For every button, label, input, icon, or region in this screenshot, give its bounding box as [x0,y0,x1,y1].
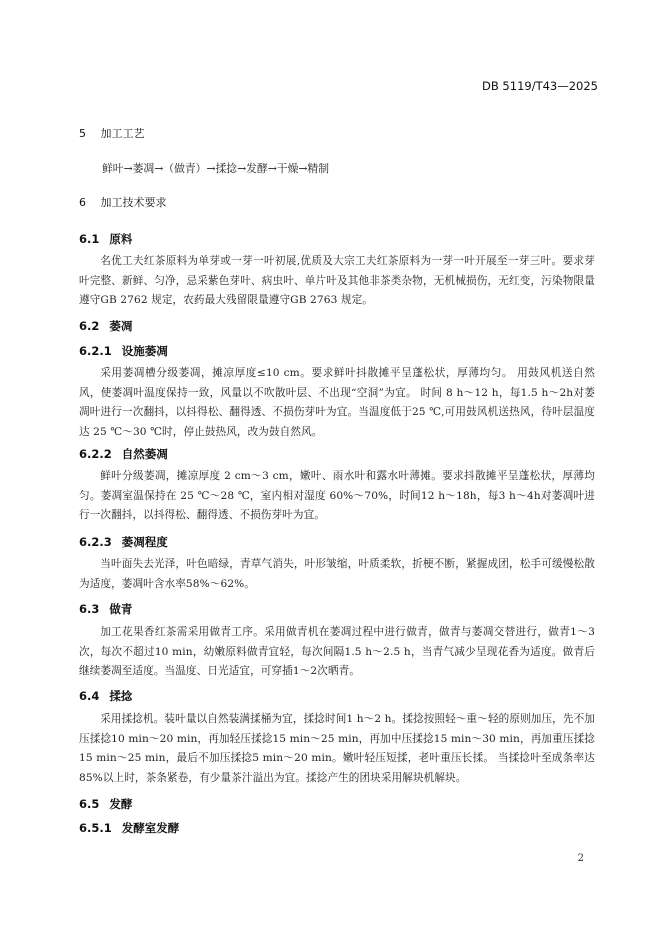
heading-6-2 [79,318,132,334]
heading-number: 6.4 [79,689,100,703]
heading-6-1 [79,231,132,247]
heading-title: 设施萎凋 [121,344,168,358]
heading-number: 6.2.1 [79,344,112,358]
heading-title: 做青 [109,602,133,616]
heading-number: 6.2.3 [79,535,112,549]
paragraph-raw-material: 名优工夫红茶原料为单芽或一芽一叶初展,优质及大宗工夫红茶原料为一芽一叶开展至一芽三叶。要求芽叶完整、新鲜、匀净，忌采紫色芽叶、病虫叶、单片叶及其他非茶类杂物，无机械损伤，无红变，污染物限量遵守GB 2762 规定，农药最大残留限量遵守GB 2763 规定。 [79,255,595,306]
page-number: 2 [577,853,584,864]
heading-6-5 [79,796,132,812]
heading-title: 发酵室发酵 [121,821,180,835]
paragraph-rolling: 采用揉捻机。装叶量以自然装满揉桶为宜，揉捻时间1 h～2 h。揉捻按照轻～重～轻的原则加压，先不加压揉捻10 min～20 min，再加轻压揉捻15 min～25 min，再加中压揉捻15 min～30 min，再加重压揉捻15 min～25 min，最后不加压揉捻5 min～20 min。嫩叶轻压短揉，老叶重压长揉。 当揉捻叶至成条率达85%以上时，茶条紧卷，有少量茶汁溢出为宜。揉捻产生的团块采用解块机解块。 [79,713,595,784]
heading-6-5-1 [79,820,179,836]
paragraph-facility-withering: 采用萎凋槽分级萎凋，摊凉厚度≤10 cm。要求鲜叶抖散摊平呈蓬松状，厚薄均匀。 用鼓风机送自然风，使萎凋叶温度保持一致，风量以不吹散叶层、不出现“空洞”为宜。 时间 8 h～12 h，每1.5 h～2h对萎凋叶进行一次翻抖，以抖得松、翻得透、不损伤芽叶为宜。当温度低于25 ℃,可用鼓风机送热风，待叶层温度达 25 ℃～30 ℃时，停止鼓热风，改为鼓自然风。 [79,367,595,438]
heading-number: 6.2 [79,319,100,333]
heading-number: 6.1 [79,232,100,246]
heading-5 [79,125,145,141]
heading-6-4 [79,688,132,704]
heading-title: 揉捻 [109,689,133,703]
heading-number: 6.3 [79,602,100,616]
paragraph-rocking: 加工花果香红茶需采用做青工序。采用做青机在萎凋过程中进行做青，做青与萎凋交替进行，做青1～3次，每次不超过10 min，幼嫩原料做青宜轻，每次间隔1.5 h～2.5 h，当青气减少呈现花香为适度。做青后继续萎凋至适度。当温度、日光适宜，可穿插1～2次晒青。 [79,626,595,677]
heading-6-2-2 [79,446,168,462]
heading-number: 6.5 [79,797,100,811]
heading-title: 原料 [109,232,133,246]
heading-6-2-1 [79,343,168,359]
heading-title: 萎凋程度 [121,535,168,549]
heading-title: 萎凋 [109,319,133,333]
heading-number: 6 [79,196,86,209]
paragraph-natural-withering: 鲜叶分级萎凋，摊凉厚度 2 cm～3 cm，嫩叶、雨水叶和露水叶薄摊。要求抖散摊平呈蓬松状，厚薄均匀。萎凋室温保持在 25 ℃～28 ℃，室内相对湿度 60%～70%，时间12 h～18h，每3 h～4h对萎凋叶进行一次翻抖，以抖得松、翻得透、不损伤芽叶为宜。 [79,470,595,521]
heading-title: 加工工艺 [100,127,145,140]
heading-number: 6.2.2 [79,447,112,461]
standard-code: DB 5119/T43—2025 [482,79,598,93]
heading-title: 自然萎凋 [121,447,168,461]
process-flow: 鲜叶→萎凋→（做青）→揉捻→发酵→干燥→精制 [102,162,330,175]
heading-title: 加工技术要求 [100,196,167,209]
heading-title: 发酵 [109,797,133,811]
heading-6-3 [79,601,132,617]
heading-number: 6.5.1 [79,821,112,835]
paragraph-withering-degree: 当叶面失去光泽，叶色暗绿，青草气消失，叶形皱缩，叶质柔软，折梗不断，紧握成团，松手可缓慢松散为适度，萎凋叶含水率58%～62%。 [79,558,595,590]
heading-6-2-3 [79,534,168,550]
heading-6 [79,194,167,210]
heading-number: 5 [79,127,86,140]
